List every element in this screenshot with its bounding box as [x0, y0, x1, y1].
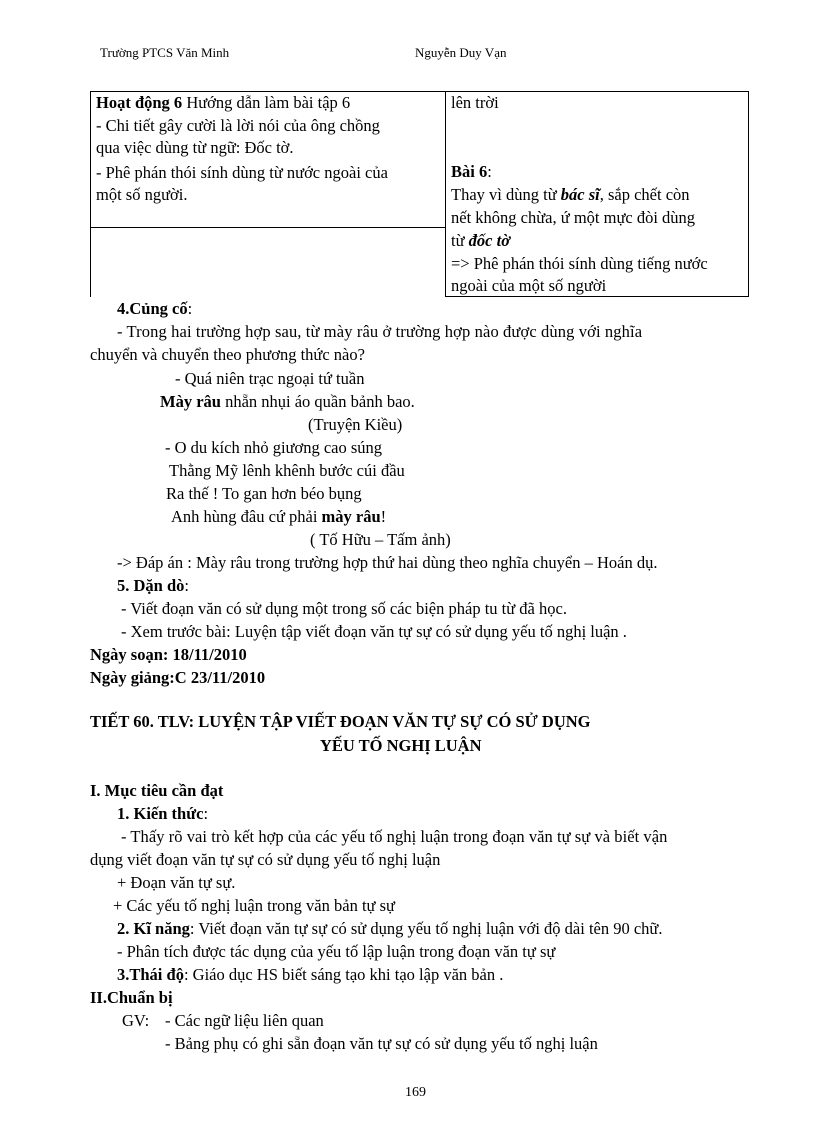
- dan-do-line: - Viết đoạn văn có sử dụng một trong số các biện pháp tu từ đã học.: [121, 599, 567, 618]
- knowledge-line: + Các yếu tố nghị luận trong văn bản tự sự: [113, 896, 395, 915]
- prep-line: - Bảng phụ có ghi sẵn đoạn văn tự sự có sử dụng yếu tố nghị luận: [165, 1034, 598, 1053]
- cung-co-question: - Trong hai trường hợp sau, từ mày râu ở trường hợp nào được dùng với nghĩa: [117, 322, 643, 341]
- right-cell-line: lên trời: [451, 93, 499, 112]
- activity-heading: Hoạt động 6 Hướng dẫn làm bài tập 6: [96, 93, 351, 112]
- poem-source: (Truyện Kiều): [308, 415, 403, 434]
- poem-line: Mày râu nhẵn nhụi áo quần bảnh bao.: [160, 392, 415, 411]
- table-row-divider: [90, 227, 445, 228]
- section-2-heading: II.Chuẩn bị: [90, 988, 173, 1007]
- section-1-heading: I. Mục tiêu cần đạt: [90, 781, 224, 800]
- poem-line: Anh hùng đâu cứ phải mày râu!: [171, 507, 387, 526]
- poem-line: - Quá niên trạc ngoại tứ tuần: [175, 369, 365, 388]
- left-cell-line: một số người.: [96, 185, 188, 204]
- date-taught: Ngày giảng:C 23/11/2010: [90, 668, 266, 687]
- attitude-line: 3.Thái độ: Giáo dục HS biết sáng tạo khi tạo lập văn bản .: [117, 965, 504, 984]
- knowledge-line: dụng viết đoạn văn tự sự có sử dụng yếu tố nghị luận: [90, 850, 441, 869]
- lesson-title-line2: YẾU TỐ NGHỊ LUẬN: [320, 736, 482, 755]
- poem-line: - O du kích nhỏ giương cao súng: [165, 438, 383, 457]
- left-cell-line: qua việc dùng từ ngữ: Đốc tờ.: [96, 138, 294, 157]
- poem-source: ( Tố Hữu – Tấm ảnh): [310, 530, 451, 549]
- poem-line: Ra thế ! To gan hơn béo bụng: [166, 484, 362, 503]
- left-cell-line: - Chi tiết gây cười là lời nói của ông chồng: [96, 116, 380, 135]
- table-right-border: [748, 91, 749, 297]
- page-number: 169: [405, 1085, 426, 1100]
- knowledge-line: + Đoạn văn tự sự.: [117, 873, 236, 892]
- right-cell-line: => Phê phán thói sính dùng tiếng nước: [451, 254, 708, 273]
- table-middle-border: [445, 91, 446, 297]
- right-cell-line: Thay vì dùng từ bác sĩ, sắp chết còn: [451, 185, 690, 204]
- dan-do-line: - Xem trước bài: Luyện tập viết đoạn văn tự sự có sử dụng yếu tố nghị luận .: [121, 622, 627, 641]
- dan-do-heading: 5. Dặn dò:: [117, 576, 189, 595]
- knowledge-heading: 1. Kiến thức:: [117, 804, 209, 823]
- knowledge-line: - Thấy rõ vai trò kết hợp của các yếu tố nghị luận trong đoạn văn tự sự và biết vận: [121, 827, 668, 846]
- header-author: Nguyễn Duy Vạn: [415, 45, 507, 60]
- prep-line: - Các ngữ liệu liên quan: [165, 1011, 324, 1030]
- cung-co-heading: 4.Củng cố:: [117, 299, 193, 318]
- header-school: Trường PTCS Văn Minh: [100, 45, 230, 60]
- skills-line: 2. Kĩ năng: Viết đoạn văn tự sự có sử dụng yếu tố nghị luận với độ dài tên 90 chữ.: [117, 919, 663, 938]
- date-prepared: Ngày soạn: 18/11/2010: [90, 645, 247, 664]
- answer: -> Đáp án : Mày râu trong trường hợp thứ hai dùng theo nghĩa chuyển – Hoán dụ.: [117, 553, 658, 572]
- right-cell-line: từ đốc tờ: [451, 231, 511, 250]
- left-cell-line: - Phê phán thói sính dùng từ nước ngoài của: [96, 163, 388, 182]
- exercise-6-heading: Bài 6:: [451, 162, 492, 181]
- table-left-border: [90, 91, 91, 297]
- right-cell-line: ngoài của một số người: [451, 276, 607, 295]
- teacher-label: GV:: [122, 1011, 150, 1030]
- skills-line: - Phân tích được tác dụng của yếu tố lập luận trong đoạn văn tự sự: [117, 942, 556, 961]
- exercise-table: [90, 91, 749, 297]
- lesson-title-line1: TIẾT 60. TLV: LUYỆN TẬP VIẾT ĐOẠN VĂN TỰ SỰ CÓ SỬ DỤNG: [90, 712, 591, 731]
- right-cell-line: nết không chừa, ứ một mực đòi dùng: [451, 208, 696, 227]
- poem-line: Thằng Mỹ lênh khênh bước cúi đầu: [169, 461, 405, 480]
- cung-co-question: chuyển và chuyển theo phương thức nào?: [90, 345, 365, 364]
